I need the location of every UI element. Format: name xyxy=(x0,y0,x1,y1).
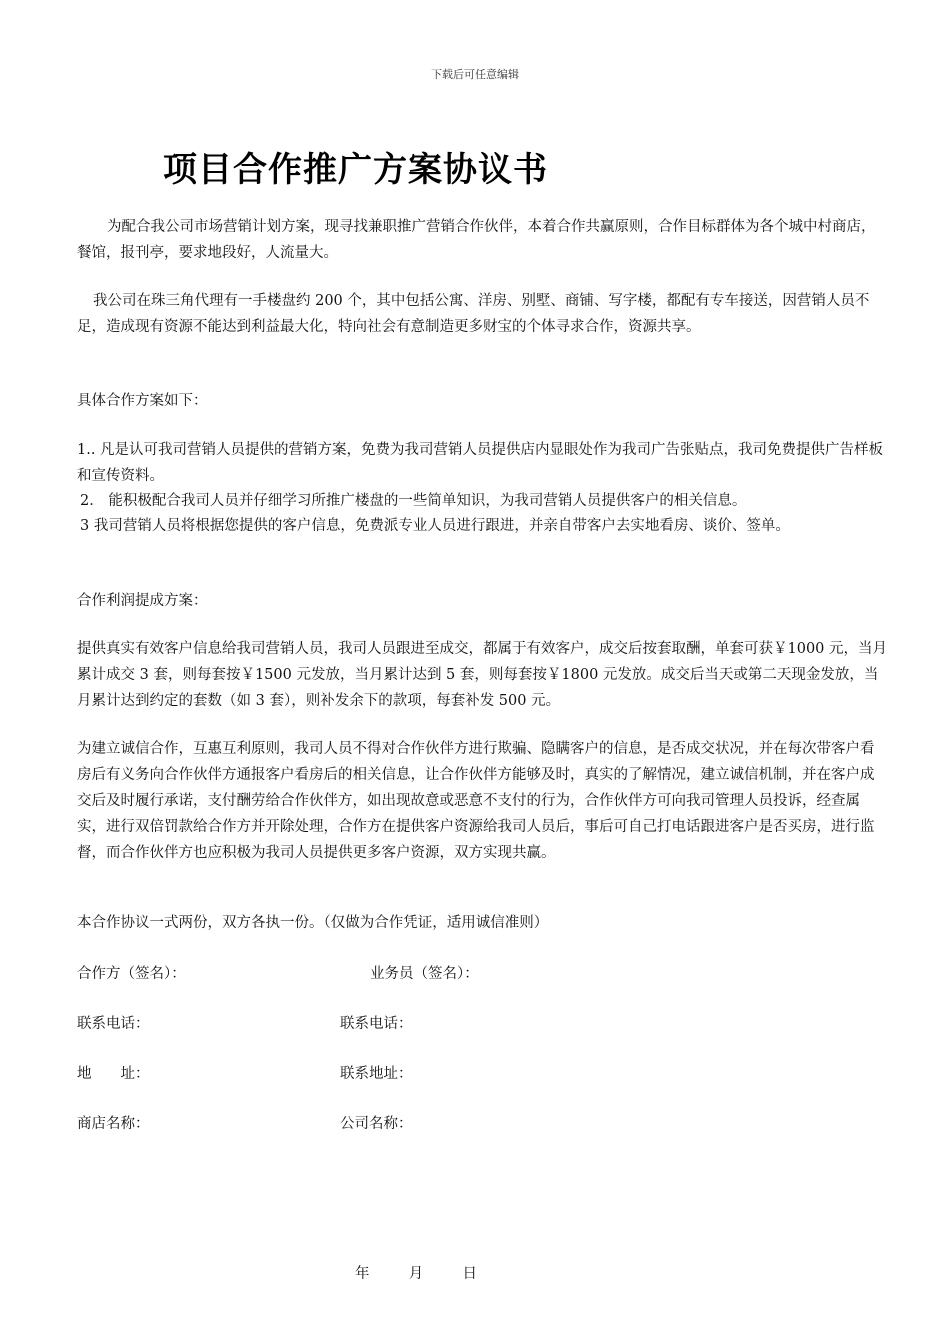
plan-item-1: 1.. 凡是认可我司营销人员提供的营销方案，免费为我司营销人员提供店内显眼处作为我司广告张贴点，我司免费提供广告样板和宣传资料。 xyxy=(77,442,884,484)
intro-paragraph-2: 我公司在珠三角代理有一手楼盘约 200 个，其中包括公寓、洋房、别墅、商铺、写字楼，都配有专车接送，因营销人员不足，造成现有资源不能达到利益最大化，特向社会有意制造更多财宝的个体寻求合作，资源共享。 xyxy=(77,293,870,335)
partner-signature-label: 合作方（签名）： xyxy=(77,966,186,982)
partner-address-label: 地 址： xyxy=(77,1066,150,1082)
date-month: 月 xyxy=(408,1266,424,1282)
profit-heading: 合作利润提成方案： xyxy=(77,593,208,609)
document-title: 项目合作推广方案协议书 xyxy=(163,150,548,190)
plan-item-3: 3 我司营销人员将根据您提供的客户信息，免费派专业人员进行跟进，并亲自带客户去实地看房、谈价、签单。 xyxy=(80,518,790,534)
company-name-label: 公司名称： xyxy=(340,1116,413,1132)
integrity-paragraph: 为建立诚信合作，互惠互利原则，我司人员不得对合作伙伴方进行欺骗、隐瞒客户的信息，是否成交状况，并在每次带客户看房后有义务向合作伙伴方通报客户看房后的相关信息，让合作伙伴方能够及时，真实的了解情况，建立诚信机制，并在客户成交后及时履行承诺，支付酬劳给合作伙伴方，如出现故意或恶意不支付的行为，合作伙伴方可向我司管理人员投诉，经查属实，进行双倍罚款给合作方并开除处理，合作方在提供客户资源给我司人员后，事后可自己打电话跟进客户是否买房，进行监督，而合作伙伴方也应积极为我司人员提供更多客户资源，双方实现共赢。 xyxy=(77,741,875,861)
plan-heading: 具体合作方案如下： xyxy=(77,393,208,409)
shop-name-label: 商店名称： xyxy=(77,1116,150,1132)
staff-address-label: 联系地址： xyxy=(340,1066,413,1082)
intro-paragraph-1: 为配合我公司市场营销计划方案，现寻找兼职推广营销合作伙伴，本着合作共赢原则，合作目标群体为各个城中村商店，餐馆，报刊亭，要求地段好，人流量大。 xyxy=(77,219,876,261)
plan-item-2: 2． 能积极配合我司人员并仔细学习所推广楼盘的一些简单知识，为我司营销人员提供客户的相关信息。 xyxy=(80,493,747,509)
date-year: 年 xyxy=(355,1266,370,1282)
date-line xyxy=(355,1262,477,1283)
header-note: 下载后可任意编辑 xyxy=(431,68,519,81)
profit-paragraph: 提供真实有效客户信息给我司营销人员，我司人员跟进至成交，都属于有效客户，成交后按套取酬，单套可获￥1000 元，当月累计成交 3 套，则每套按￥1500 元发放，当月累计达到 5 套，则每套按￥1800 元发放。成交后当天或第二天现金发放，当月累计达到约定的套数（如 3 套），则补发余下的款项，每套补发 500 元。 xyxy=(77,641,888,709)
staff-phone-label: 联系电话： xyxy=(340,1016,413,1032)
staff-signature-label: 业务员（签名）： xyxy=(370,966,479,982)
date-day: 日 xyxy=(462,1266,477,1282)
copies-paragraph: 本合作协议一式两份，双方各执一份。（仅做为合作凭证，适用诚信准则） xyxy=(77,915,549,931)
partner-phone-label: 联系电话： xyxy=(77,1016,150,1032)
